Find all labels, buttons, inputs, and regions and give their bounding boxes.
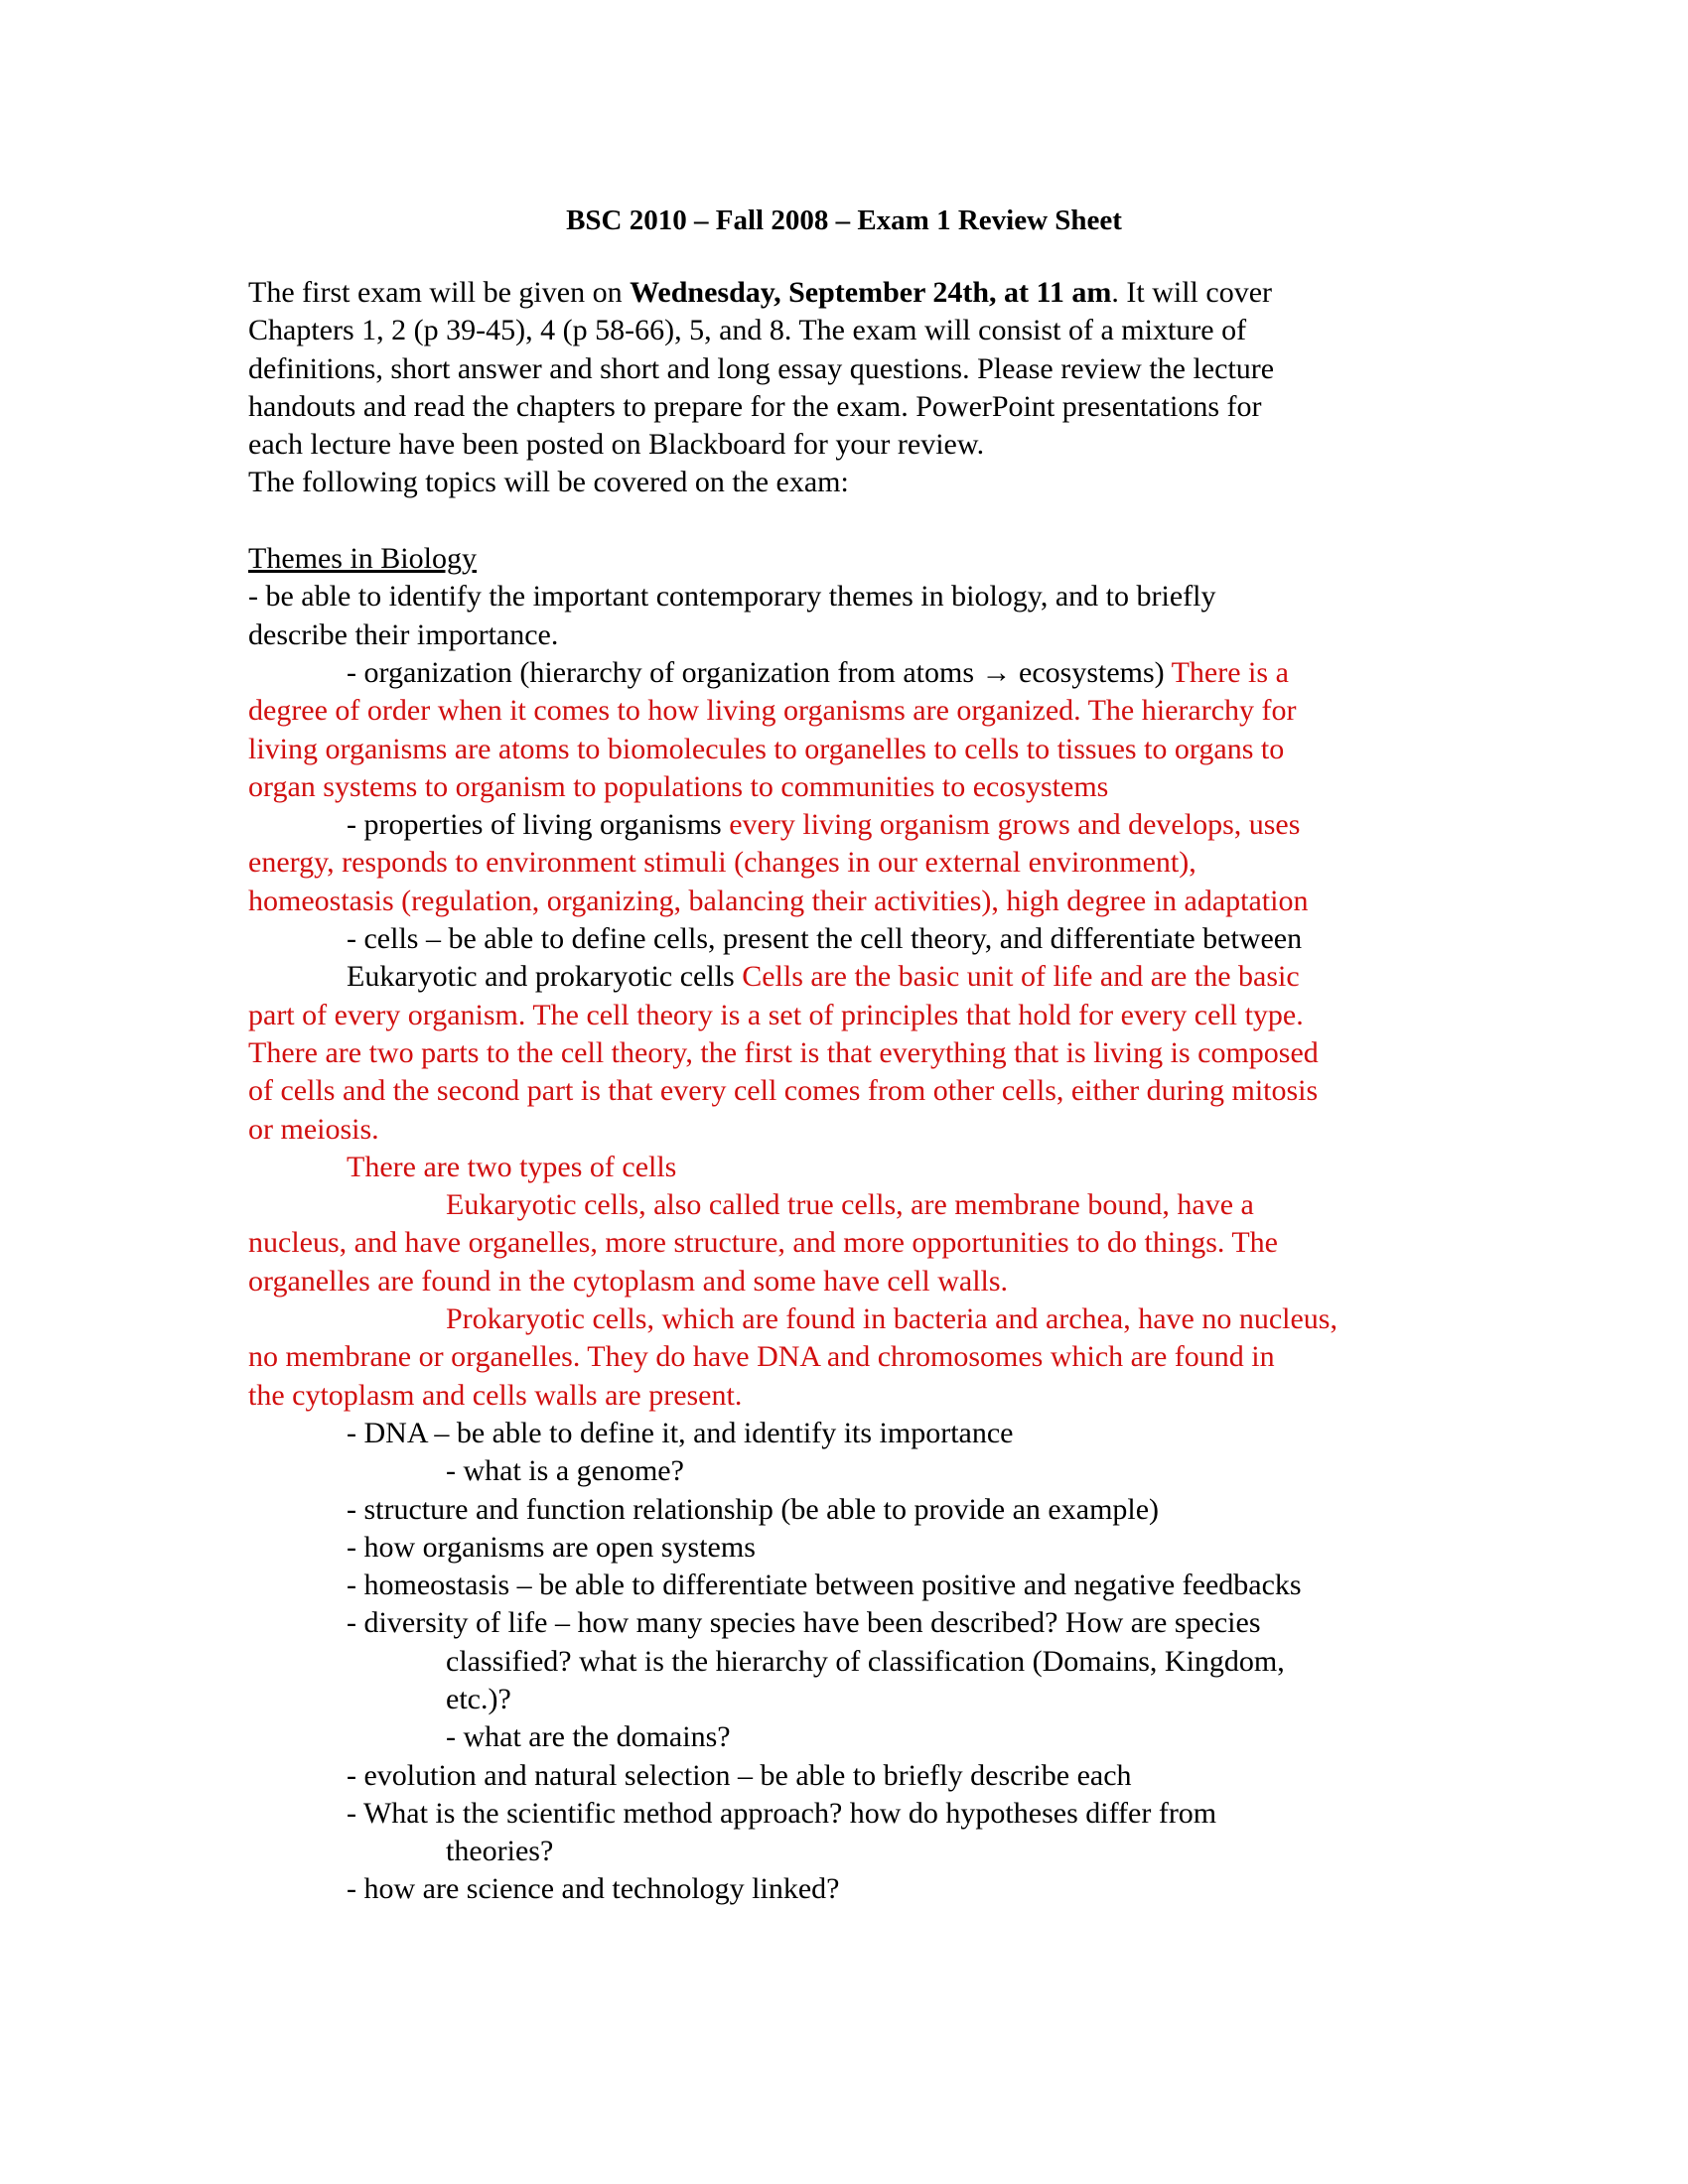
cells-answer-5: of cells and the second part is that every cell comes from other cells, either during mitosis [248, 1074, 1319, 1108]
section-line-2: describe their importance. [248, 617, 559, 651]
organization-answer-3: living organisms are atoms to biomolecules to organelles to cells to tissues to organs to [248, 732, 1285, 765]
domains-item: - what are the domains? [446, 1720, 731, 1754]
diversity-item-2: classified? what is the hierarchy of classification (Domains, Kingdom, [446, 1644, 1285, 1678]
exam-date: Wednesday, September 24th, at 11 am [630, 276, 1112, 309]
section-line-1: - be able to identify the important contemporary themes in biology, and to briefly [248, 580, 1216, 614]
intro-line-5: each lecture have been posted on Blackboard for your review. [248, 428, 985, 462]
prokaryotic-line-1: Prokaryotic cells, which are found in bacteria and archea, have no nucleus, [446, 1302, 1337, 1336]
science-technology-item: - how are science and technology linked? [347, 1872, 840, 1906]
organization-answer-4: organ systems to organism to populations to communities to ecosystems [248, 769, 1109, 803]
properties-answer-2: energy, responds to environment stimuli (changes in our external environment), [248, 846, 1196, 880]
document-title: BSC 2010 – Fall 2008 – Exam 1 Review Sheet [566, 205, 1122, 236]
cells-item: - cells – be able to define cells, present the cell theory, and differentiate between [347, 922, 1303, 956]
section-heading [248, 540, 1460, 578]
intro-line-1 [248, 274, 1460, 312]
scientific-method-item-2: theories? [446, 1835, 554, 1868]
diversity-item-3: etc.)? [446, 1682, 511, 1715]
intro-text: . It will cover [1111, 276, 1273, 309]
genome-item: - what is a genome? [446, 1454, 684, 1488]
properties-answer-3: homeostasis (regulation, organizing, balancing their activities), high degree in adaptation [248, 884, 1309, 917]
section-heading-text: Themes in Biology [248, 542, 477, 576]
diversity-item: - diversity of life – how many species have been described? How are species [347, 1606, 1261, 1640]
eukaryotic-line-2: nucleus, and have organelles, more structure, and more opportunities to do things. The [248, 1226, 1278, 1260]
topic-text: - organization (hierarchy of organization from atoms → ecosystems) [347, 655, 1172, 689]
eukaryotic-line-3: organelles are found in the cytoplasm and some have cell walls. [248, 1264, 1009, 1297]
open-systems-item: - how organisms are open systems [347, 1530, 756, 1564]
eukaryotic-line-1: Eukaryotic cells, also called true cells, are membrane bound, have a [446, 1188, 1254, 1222]
homeostasis-item: - homeostasis – be able to differentiate between positive and negative feedbacks [347, 1569, 1302, 1602]
answer-text: every living organism grows and develops, uses [729, 808, 1301, 842]
organization-answer-2: degree of order when it comes to how living organisms are organized. The hierarchy for [248, 694, 1297, 728]
prokaryotic-line-2: no membrane or organelles. They do have DNA and chromosomes which are found in [248, 1340, 1275, 1374]
cells-answer-3: part of every organism. The cell theory is a set of principles that hold for every cell type. [248, 998, 1304, 1031]
cell-types-line: There are two types of cells [347, 1150, 677, 1183]
document-body [248, 274, 1460, 1909]
intro-line-4: handouts and read the chapters to prepare for the exam. PowerPoint presentations for [248, 389, 1262, 423]
cells-item-2 [248, 958, 1460, 996]
structure-item: - structure and function relationship (be able to provide an example) [347, 1492, 1160, 1526]
cells-answer-6: or meiosis. [248, 1112, 379, 1146]
intro-text: The first exam will be given on [248, 276, 631, 309]
intro-line-2: Chapters 1, 2 (p 39-45), 4 (p 58-66), 5, and 8. The exam will consist of a mixture of [248, 314, 1247, 347]
dna-item: - DNA – be able to define it, and identify its importance [347, 1416, 1014, 1449]
blank-line [248, 502, 1460, 540]
topic-text: - properties of living organisms [347, 808, 730, 842]
intro-line-6: The following topics will be covered on the exam: [248, 466, 849, 499]
answer-text: There is a [1171, 655, 1289, 689]
topic-text: Eukaryotic and prokaryotic cells [347, 960, 743, 994]
properties-item [248, 806, 1460, 844]
prokaryotic-line-3: the cytoplasm and cells walls are present. [248, 1378, 743, 1412]
intro-line-3: definitions, short answer and short and long essay questions. Please review the lecture [248, 351, 1275, 385]
cells-answer-4: There are two parts to the cell theory, the first is that everything that is living is composed [248, 1035, 1319, 1069]
answer-text: Cells are the basic unit of life and are the basic [742, 960, 1300, 994]
evolution-item: - evolution and natural selection – be able to briefly describe each [347, 1758, 1132, 1792]
scientific-method-item: - What is the scientific method approach? how do hypotheses differ from [347, 1796, 1217, 1830]
organization-item [248, 654, 1460, 692]
